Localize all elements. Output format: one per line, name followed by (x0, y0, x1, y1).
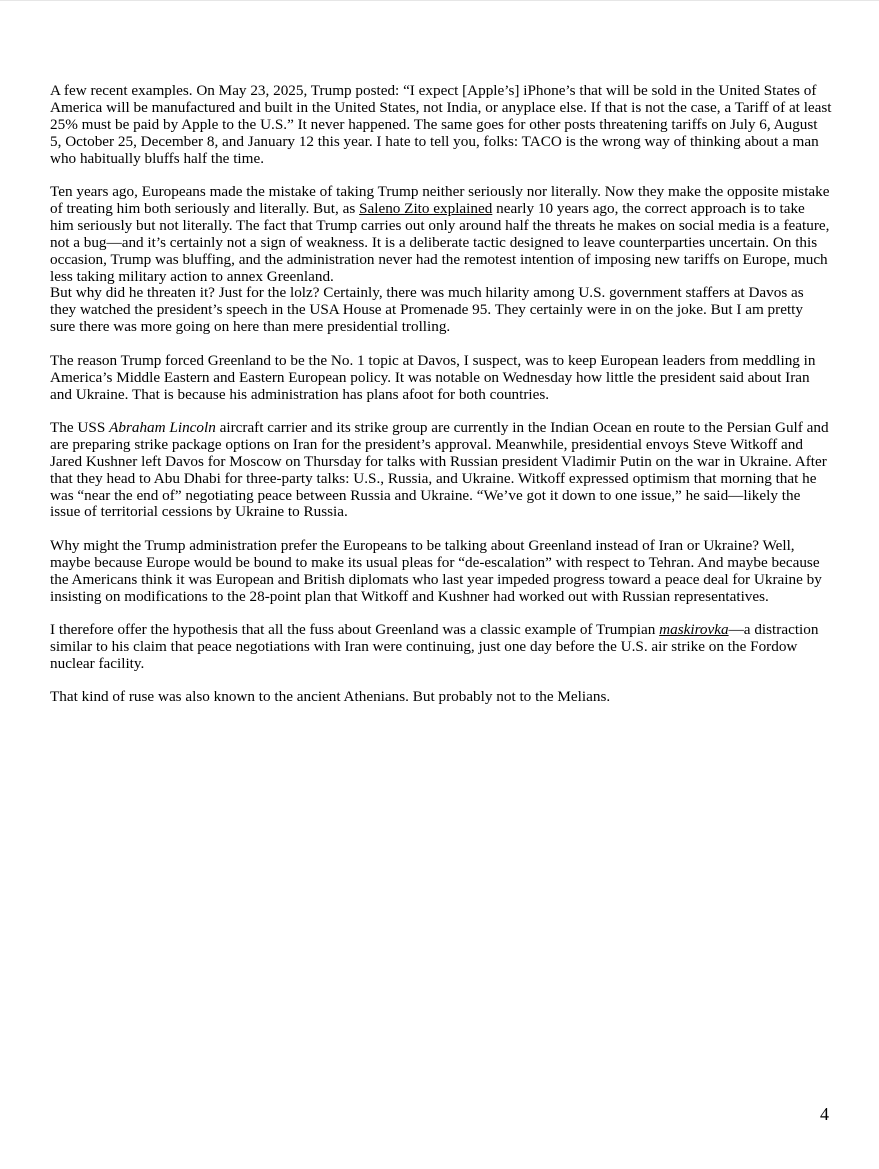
page-number: 4 (820, 1104, 829, 1124)
paragraph-text: aircraft carrier and its strike group are currently in the Indian Ocean en route to the Persian Gulf and are preparing strike package options on Iran for the president’s approval. Meanwhile, presidential envoys Steve Witkoff and Jared Kushner left Davos for Moscow on Thursday for talks with Russian president Vladimir Putin on the war in Ukraine. After that they head to Abu Dhabi for three-party talks: U.S., Russia, and Ukraine. Witkoff expressed optimism that morning that he was “near the end of” negotiating peace between Russia and Ukraine. “We’ve got it down to one issue,” he said—likely the issue of territorial cessions by Ukraine to Russia. (50, 418, 829, 521)
paragraph-davos-greenland-reason: The reason Trump forced Greenland to be the No. 1 topic at Davos, I suspect, was to keep European leaders from meddling in America’s Middle Eastern and Eastern European policy. It was notable on Wednesday how little the president said about Iran and Ukraine. That is because his administration has plans afoot for both countries. (50, 351, 816, 403)
paragraph-uss-abraham-lincoln (50, 420, 832, 521)
document-body (50, 83, 832, 723)
saleno-zito-link[interactable]: Saleno Zito explained (359, 199, 493, 217)
paragraph-text: Ten years ago, Europeans made the mistake of taking Trump neither seriously nor literally. Now they make the opposite mistake of treating him both seriously and literally. But, as (50, 183, 830, 217)
paragraph-apple-tariff-examples: A few recent examples. On May 23, 2025, Trump posted: “I expect [Apple’s] iPhone’s that will be sold in the United States of America will be manufactured and built in the United States, not India, or anyplace else. If that is not the case, a Tariff of at least 25% must be paid by Apple to the U.S.” It never happened. The same goes for other posts threatening tariffs on July 6, August 5, October 25, December 8, and January 12 this year. I hate to tell you, folks: TACO is the wrong way of thinking about a man who habitually bluffs half the time. (50, 82, 832, 167)
paragraph-text: —a distraction similar to his claim that peace negotiations with Iran were continuing, just one day before the U.S. air strike on the Fordow nuclear facility. (50, 620, 819, 672)
maskirovka-italic[interactable]: maskirovka (659, 620, 729, 638)
paragraph-text: But why did he threaten it? Just for the lolz? Certainly, there was much hilarity among U.S. government staffers at Davos as they watched the president’s speech in the USA House at Promenade 95. They certainly were in on the joke. But I am pretty sure there was more going on here than mere presidential trolling. (50, 284, 804, 336)
paragraph-text: The USS (50, 418, 110, 436)
paragraph-seriously-not-literally (50, 184, 832, 336)
page-top-edge (0, 0, 879, 1)
paragraph-athenians-melians: That kind of ruse was also known to the ancient Athenians. But probably not to the Melians. (50, 688, 611, 706)
maskirovka-link[interactable] (659, 621, 728, 638)
paragraph-text: nearly 10 years ago, the correct approach is to take him seriously but not literally. The fact that Trump carries out only around half the threats he makes on social media is a feature, not a bug—and it’s certainly not a sign of weakness. It is a deliberate tactic designed to leave counterparties uncertain. On this occasion, Trump was bluffing, and the administration never had the remotest intention of imposing new tariffs on Europe, much less taking military action to annex Greenland. (50, 199, 830, 285)
paragraph-text: I therefore offer the hypothesis that all the fuss about Greenland was a classic example of Trumpian (50, 620, 660, 638)
ship-name-italic: Abraham Lincoln (109, 418, 216, 436)
paragraph-maskirovka-hypothesis (50, 622, 832, 673)
paragraph-europeans-greenland-vs-iran: Why might the Trump administration prefer the Europeans to be talking about Greenland instead of Iran or Ukraine? Well, maybe because Europe would be bound to make its usual pleas for “de-escalation” with respect to Tehran. And maybe because the Americans think it was European and British diplomats who last year impeded progress toward a peace deal for Ukraine by insisting on modifications to the 28-point plan that Witkoff and Kushner had worked out with Russian representatives. (50, 536, 822, 605)
